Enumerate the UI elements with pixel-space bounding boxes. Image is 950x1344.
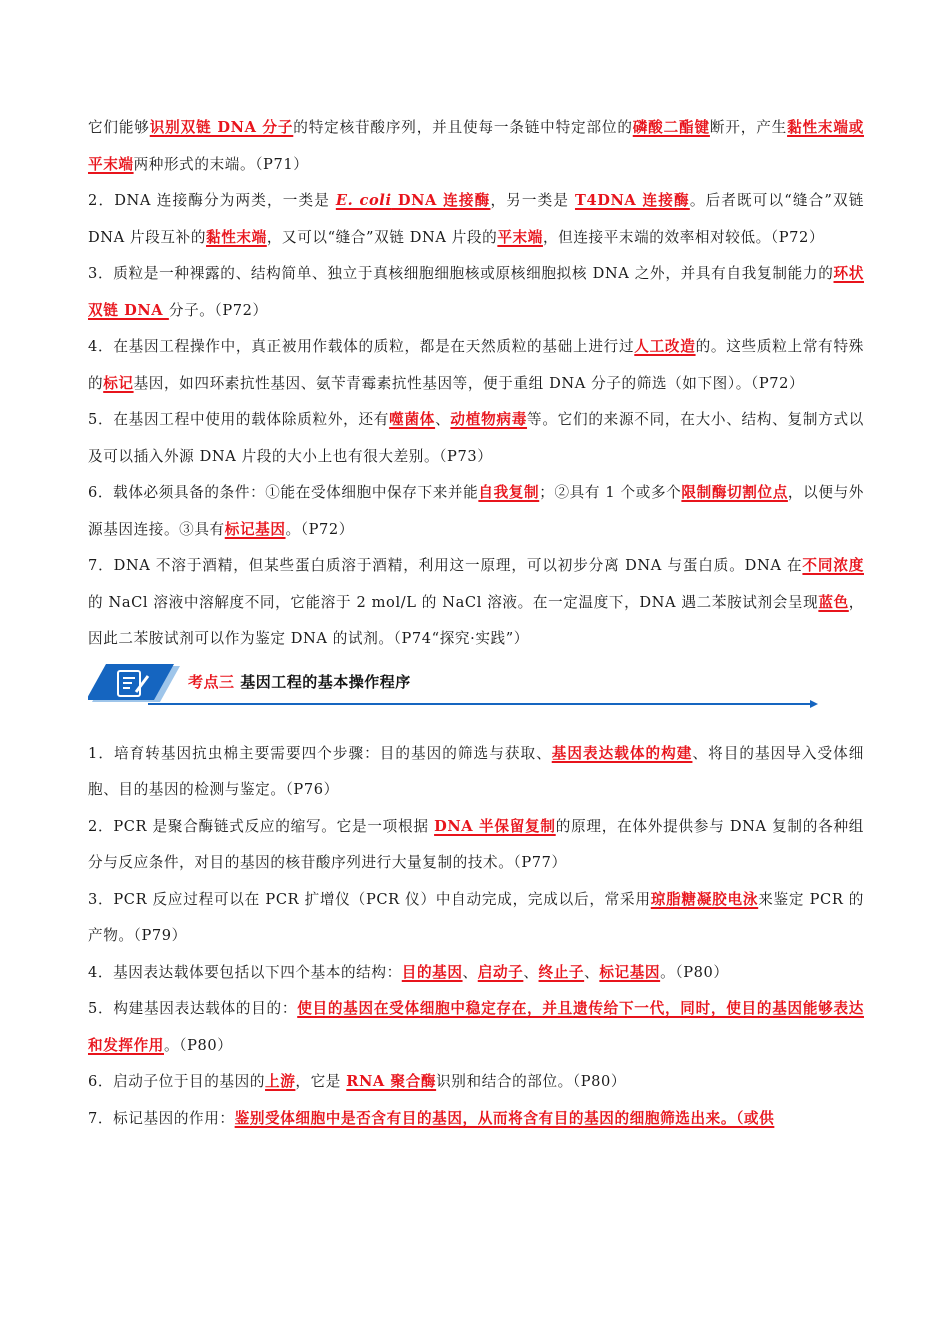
section-banner <box>88 662 864 724</box>
paragraph-5: 5．在基因工程中使用的载体除质粒外，还有噬菌体、动植物病毒等。它们的来源不同，在大小、结构、复制方式以及可以插入外源 DNA 片段的大小上也有很大差别。（P73） <box>88 411 864 465</box>
answer-blank: 启动子 <box>477 963 524 981</box>
paragraph-2: 2．DNA 连接酶分为两类，一类是 E. coli DNA 连接酶，另一类是 T4DNA 连接酶。后者既可以“缝合”双链 DNA 片段互补的黏性末端，又可以“缝合”双链 DNA 片段的平末端，但连接平末端的效率相对较低。（P72） <box>88 192 864 246</box>
paragraph-q1: 1．培育转基因抗虫棉主要需要四个步骤：目的基因的筛选与获取、基因表达载体的构建、将目的基因导入受体细胞、目的基因的检测与鉴定。（P76） <box>88 744 864 798</box>
answer-blank: 标记 <box>103 374 134 392</box>
paragraph-q4: 4．基因表达载体要包括以下四个基本的结构：目的基因、启动子、终止子、标记基因。（P80） <box>88 963 729 981</box>
answer-blank: 标记基因 <box>599 963 661 981</box>
answer-blank: 使目的基因在受体细胞中稳定存在，并且遗传给下一代，同时，使目的基因能够表达和发挥作用 <box>88 1000 864 1054</box>
answer-blank: 动植物病毒 <box>450 411 528 428</box>
answer-blank: 基因表达载体的构建 <box>551 744 693 762</box>
answer-blank: 识别双链 DNA 分子 <box>149 119 294 136</box>
answer-blank: 终止子 <box>538 963 585 981</box>
document-page <box>88 110 864 1137</box>
paragraph-q5: 5．构建基因表达载体的目的：使目的基因在受体细胞中稳定存在，并且遗传给下一代，同时，使目的基因能够表达和发挥作用。（P80） <box>88 1000 864 1054</box>
paragraph-q3: 3．PCR 反应过程可以在 PCR 扩增仪（PCR 仪）中自动完成，完成以后，常采用琼脂糖凝胶电泳来鉴定 PCR 的产物。（P79） <box>88 890 864 944</box>
paragraph-q2: 2．PCR 是聚合酶链式反应的缩写。它是一项根据 DNA 半保留复制的原理，在体外提供参与 DNA 复制的各种组分与反应条件，对目的基因的核苷酸序列进行大量复制的技术。（P77） <box>88 817 864 871</box>
answer-blank: E. coli <box>335 192 392 209</box>
answer-blank: 磷酸二酯键 <box>632 119 710 136</box>
answer-blank: 自我复制 <box>478 484 540 501</box>
section-title <box>188 671 411 692</box>
answer-blank: 限制酶切割位点 <box>681 484 788 501</box>
answer-blank: 上游 <box>265 1073 296 1090</box>
paragraph-4: 4．在基因工程操作中，真正被用作载体的质粒，都是在天然质粒的基础上进行过人工改造的。这些质粒上常有特殊的标记基因，如四环素抗性基因、氨苄青霉素抗性基因等，便于重组 DNA 分子的筛选（如下图）。（P72） <box>88 338 864 392</box>
paragraph-q6: 6．启动子位于目的基因的上游，它是 RNA 聚合酶识别和结合的部位。（P80） <box>88 1073 627 1090</box>
answer-blank: 不同浓度 <box>802 557 864 574</box>
answer-blank: 噬菌体 <box>389 411 436 428</box>
answer-blank: 鉴别受体细胞中是否含有目的基因，从而将含有目的基因的细胞筛选出来。（或供 <box>234 1109 775 1127</box>
answer-blank: 琼脂糖凝胶电泳 <box>650 890 759 908</box>
answer-blank: DNA 连接酶 <box>391 192 491 209</box>
answer-blank: 人工改造 <box>634 338 696 355</box>
answer-blank: 黏性末端 <box>206 228 267 246</box>
answer-blank: 蓝色 <box>818 593 849 611</box>
paragraph-p71: 它们能够识别双链 DNA 分子的特定核苷酸序列，并且使每一条链中特定部位的磷酸二酯键断开，产生黏性末端或平末端两种形式的末端。（P71） <box>88 119 864 173</box>
answer-blank: 目的基因 <box>401 963 463 981</box>
section-tag: 考点三 <box>188 672 235 691</box>
answer-blank: 平末端 <box>497 228 543 246</box>
paragraph-q7: 7．标记基因的作用：鉴别受体细胞中是否含有目的基因，从而将含有目的基因的细胞筛选出来。（或供 <box>88 1109 775 1127</box>
answer-blank: 标记基因 <box>224 520 286 538</box>
answer-blank: T4DNA 连接酶 <box>574 192 690 209</box>
paragraph-7: 7．DNA 不溶于酒精，但某些蛋白质溶于酒精，利用这一原理，可以初步分离 DNA 与蛋白质。DNA 在不同浓度的 NaCl 溶液中溶解度不同，它能溶于 2 mol/L 的 NaCl 溶液。在一定温度下，DNA 遇二苯胺试剂会呈现蓝色，因此二苯胺试剂可以作为鉴定 DNA 的试剂。（P74“探究·实践”） <box>88 557 864 647</box>
section-heading: 基因工程的基本操作程序 <box>240 672 411 691</box>
paragraph-6: 6．载体必须具备的条件：①能在受体细胞中保存下来并能自我复制；②具有 1 个或多个限制酶切割位点，以便与外源基因连接。③具有标记基因。（P72） <box>88 484 864 538</box>
answer-blank: 黏性末端或平末端 <box>88 119 864 173</box>
answer-blank: RNA 聚合酶 <box>346 1073 437 1090</box>
answer-blank: 环状双链 DNA <box>88 265 864 319</box>
answer-blank: DNA 半保留复制 <box>434 817 556 835</box>
paragraph-3: 3．质粒是一种裸露的、结构简单、独立于真核细胞细胞核或原核细胞拟核 DNA 之外，并具有自我复制能力的环状双链 DNA 分子。（P72） <box>88 265 864 319</box>
